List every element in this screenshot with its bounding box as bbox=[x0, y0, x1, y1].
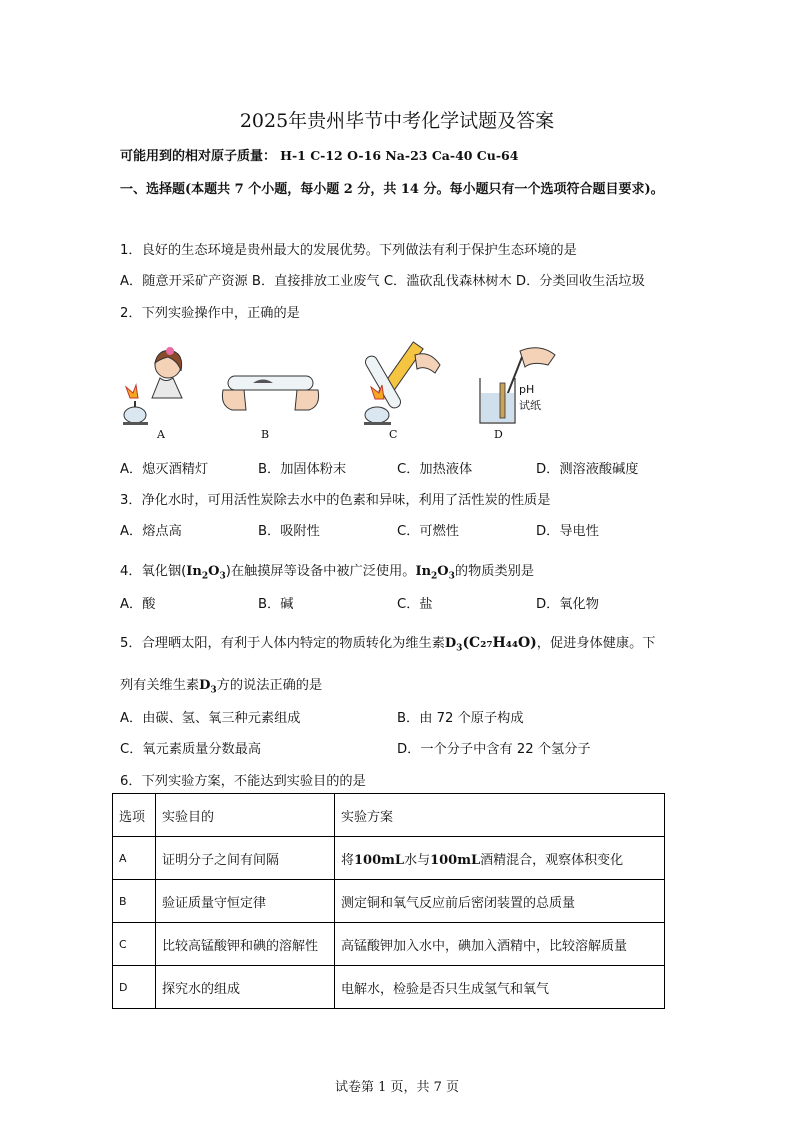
d3-sub: 3 bbox=[456, 643, 463, 654]
question-2-stem: 2．下列实验操作中，正确的是 bbox=[120, 306, 300, 321]
plan-text-a: 将 bbox=[341, 852, 355, 868]
question-5-text-d: 方的说法正确的是 bbox=[216, 678, 323, 693]
question-4-option-c: C．盐 bbox=[397, 597, 433, 612]
question-4-stem bbox=[120, 560, 534, 582]
question-4-text-b: )在触摸屏等设备中被广泛使用。 bbox=[225, 564, 416, 579]
row-plan: 高锰酸钾加入水中，碘加入酒精中，比较溶解质量 bbox=[335, 923, 665, 966]
vitamin-d3-symbol-second bbox=[199, 678, 217, 696]
vitamin-d3-formula: (C₂₇H₄₄O) bbox=[462, 635, 537, 651]
plan-text-c: 酒精混合，观察体积变化 bbox=[480, 852, 624, 868]
question-2-option-a: A．熄灭酒精灯 bbox=[120, 462, 209, 477]
row-plan bbox=[335, 837, 665, 880]
row-goal: 证明分子之间有间隔 bbox=[156, 837, 335, 880]
row-goal: 验证质量守恒定律 bbox=[156, 880, 335, 923]
question-2-option-b: B．加固体粉末 bbox=[258, 462, 347, 477]
d3-sub: 3 bbox=[210, 685, 217, 696]
figure-a-blowing-lamp bbox=[118, 343, 198, 428]
question-5-stem-line1 bbox=[120, 632, 655, 654]
row-plan: 电解水，检验是否只生成氢气和氧气 bbox=[335, 966, 665, 1009]
figure-label-c: C bbox=[389, 428, 398, 441]
d3-letter: D bbox=[444, 636, 457, 651]
question-5-option-a: A．由碳、氢、氧三种元素组成 bbox=[120, 711, 301, 726]
formula-sub-3: 3 bbox=[219, 571, 226, 582]
figure-label-d: D bbox=[494, 428, 503, 441]
question-3-option-d: D．导电性 bbox=[536, 524, 599, 539]
row-goal: 比较高锰酸钾和碘的溶解性 bbox=[156, 923, 335, 966]
question-1-options: A．随意开采矿产资源 B．直接排放工业废气 C．滥砍乱伐森林树木 D．分类回收生活垃圾 bbox=[120, 274, 645, 289]
question-6-stem: 6．下列实验方案，不能达到实验目的的是 bbox=[120, 774, 366, 789]
ph-paper-label: 试纸 bbox=[519, 399, 541, 412]
formula-in: In bbox=[186, 564, 202, 579]
atomic-mass-label: 可能用到的相对原子质量： bbox=[120, 149, 277, 164]
table-header-row bbox=[113, 794, 665, 837]
question-5-option-c: C．氧元素质量分数最高 bbox=[120, 742, 262, 757]
question-3-option-b: B．吸附性 bbox=[258, 524, 320, 539]
formula-o: O bbox=[208, 564, 220, 579]
question-5-text-b: ，促进身体健康。下 bbox=[536, 636, 656, 651]
volume-water: 100mL bbox=[354, 852, 405, 868]
question-5-stem-line2 bbox=[120, 674, 322, 696]
row-option: D bbox=[113, 966, 156, 1009]
header-goal: 实验目的 bbox=[156, 794, 335, 837]
atomic-mass-values: H-1 C-12 O-16 Na-23 Ca-40 Cu-64 bbox=[280, 148, 519, 163]
question-4-option-b: B．碱 bbox=[258, 597, 294, 612]
question-4-text-c: 的物质类别是 bbox=[454, 564, 535, 579]
row-option: A bbox=[113, 837, 156, 880]
header-option: 选项 bbox=[113, 794, 156, 837]
table-row bbox=[113, 966, 665, 1009]
section-heading: 一、选择题(本题共 7 个小题，每小题 2 分，共 14 分。每小题只有一个选项符合题目要求)。 bbox=[120, 182, 664, 197]
question-2-option-c: C．加热液体 bbox=[397, 462, 473, 477]
question-4-text-a: 4．氧化铟( bbox=[120, 564, 187, 579]
figure-label-b: B bbox=[261, 428, 270, 441]
header-plan: 实验方案 bbox=[335, 794, 665, 837]
formula-in2o3 bbox=[186, 564, 226, 582]
formula-sub-2: 2 bbox=[431, 571, 438, 582]
question-5-text-a: 5．合理晒太阳，有利于人体内特定的物质转化为维生素 bbox=[120, 636, 445, 651]
figure-d-ph-paper bbox=[470, 343, 560, 428]
formula-in: In bbox=[415, 564, 432, 579]
question-1-stem: 1．良好的生态环境是贵州最大的发展优势。下列做法有利于保护生态环境的是 bbox=[120, 243, 577, 258]
vitamin-d3-symbol bbox=[444, 636, 463, 654]
atomic-mass-line bbox=[120, 145, 518, 164]
formula-in2o3-second bbox=[415, 564, 455, 582]
question-3-option-c: C．可燃性 bbox=[397, 524, 459, 539]
formula-sub-2: 2 bbox=[201, 571, 209, 582]
question-3-stem: 3．净化水时，可用活性炭除去水中的色素和异味，利用了活性炭的性质是 bbox=[120, 493, 551, 508]
plan-text-b: 水与 bbox=[404, 852, 431, 868]
ph-label: pH bbox=[519, 383, 535, 396]
figure-b-test-tube bbox=[218, 368, 323, 418]
volume-alcohol: 100mL bbox=[430, 852, 481, 868]
page-title: 2025年贵州毕节中考化学试题及答案 bbox=[239, 110, 555, 132]
figure-label-a: A bbox=[157, 428, 165, 441]
question-5-text-c: 列有关维生素 bbox=[120, 678, 200, 693]
row-plan: 测定铜和氧气反应前后密闭装置的总质量 bbox=[335, 880, 665, 923]
page-footer: 试卷第 1 页，共 7 页 bbox=[334, 1080, 460, 1095]
question-5-option-d: D．一个分子中含有 22 个氢分子 bbox=[397, 742, 591, 757]
question-4-option-d: D．氧化物 bbox=[536, 597, 599, 612]
table-row bbox=[113, 880, 665, 923]
row-option: C bbox=[113, 923, 156, 966]
question-3-option-a: A．熔点高 bbox=[120, 524, 182, 539]
formula-o: O bbox=[437, 564, 449, 579]
question-4-option-a: A．酸 bbox=[120, 597, 156, 612]
figure-c-heating-liquid bbox=[355, 335, 445, 430]
question-2-option-d: D．测溶液酸碱度 bbox=[536, 462, 639, 477]
formula-sub-3: 3 bbox=[448, 571, 455, 582]
table-row bbox=[113, 837, 665, 880]
row-option: B bbox=[113, 880, 156, 923]
question-5-option-b: B．由 72 个原子构成 bbox=[397, 711, 524, 726]
table-row bbox=[113, 923, 665, 966]
d3-letter: D bbox=[199, 678, 211, 693]
row-goal: 探究水的组成 bbox=[156, 966, 335, 1009]
experiment-table bbox=[112, 793, 665, 1009]
